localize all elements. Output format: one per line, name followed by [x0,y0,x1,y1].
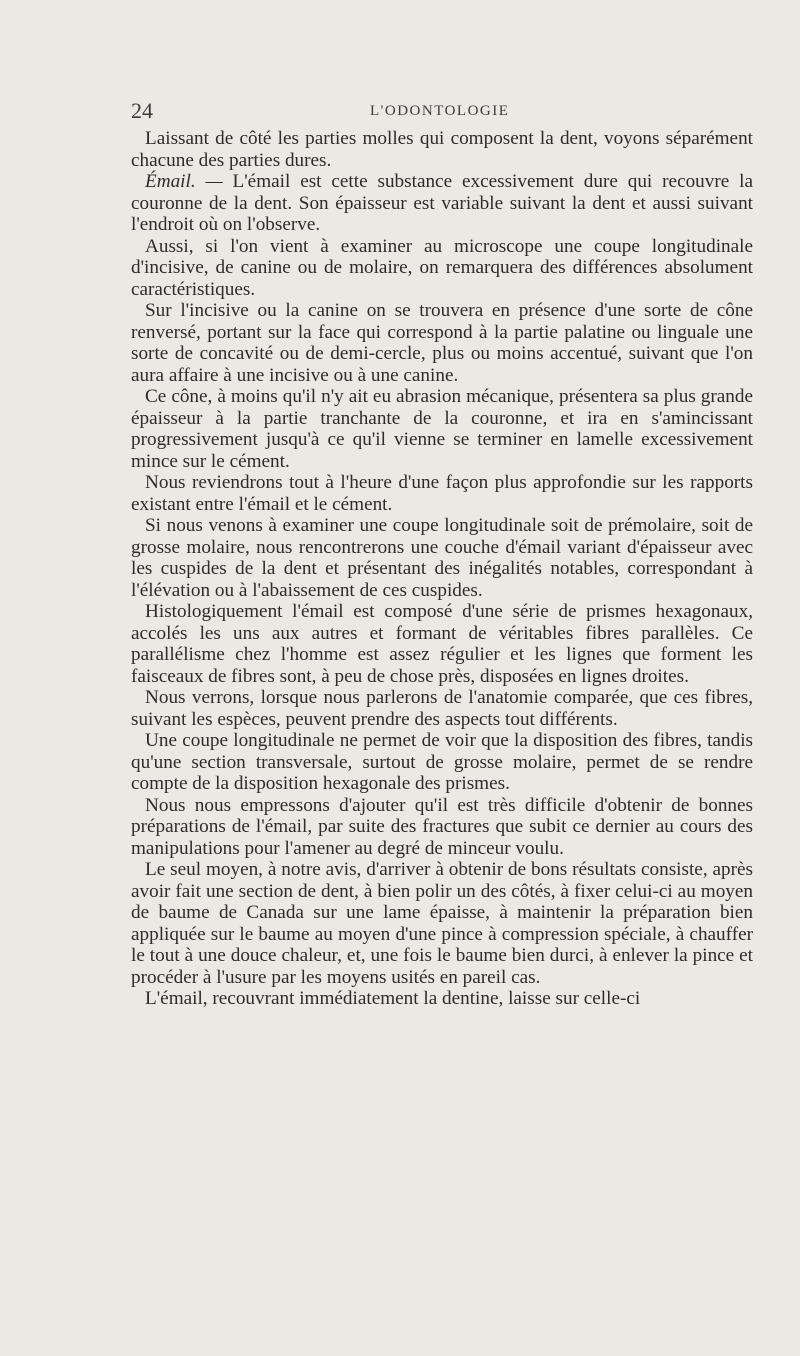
paragraph: Laissant de côté les parties molles qui composent la dent, voyons séparément chacune des parties dures. [131,128,753,171]
page-number: 24 [131,98,153,123]
paragraph: Sur l'incisive ou la canine on se trouvera en présence d'une sorte de cône renversé, portant sur la face qui correspond à la partie palatine ou linguale une sorte de concavité ou de demi-cercle, plus ou moins accentué, suivant que l'on aura affaire à une incisive ou à une canine. [131,300,753,386]
paragraph: Ce cône, à moins qu'il n'y ait eu abrasion mécanique, présentera sa plus grande épaisseur à la partie tranchante de la couronne, et ira en s'amincissant progressivement jusqu'à ce qu'il vienne se terminer en lamelle excessivement mince sur le cément. [131,386,753,472]
paragraph: Une coupe longitudinale ne permet de voir que la disposition des fibres, tandis qu'une section transversale, surtout de grosse molaire, permet de se rendre compte de la disposition hexagonale des prismes. [131,730,753,794]
paragraph: Nous verrons, lorsque nous parlerons de l'anatomie comparée, que ces fibres, suivant les espèces, peuvent prendre des aspects tout différents. [131,687,753,730]
running-head: L'ODONTOLOGIE [370,103,510,119]
paragraph: Nous reviendrons tout à l'heure d'une façon plus approfondie sur les rapports existant entre l'émail et le cément. [131,472,753,515]
paragraph: L'émail, recouvrant immédiatement la dentine, laisse sur celle-ci [145,988,641,1009]
body-text [131,128,753,1010]
paragraph: Le seul moyen, à notre avis, d'arriver à obtenir de bons résultats consiste, après avoir fait une section de dent, à bien polir un des côtés, à fixer celui-ci au moyen de baume de Canada sur une lame épaisse, à maintenir la préparation bien appliquée sur le baume au moyen d'une pince à compression spéciale, à chauffer le tout à une douce chaleur, et, une fois le baume bien durci, à enlever la pince et procéder à l'usure par les moyens usités en pareil cas. [131,859,753,988]
section-heading-email: Émail. — [145,171,223,192]
paragraph [131,171,753,236]
paragraph: Si nous venons à examiner une coupe longitudinale soit de prémolaire, soit de grosse molaire, nous rencontrerons une couche d'émail variant d'épaisseur avec les cuspides de la dent et présentant des inégalités notables, correspondant à l'élévation ou à l'abaissement de ces cuspides. [131,515,753,601]
paragraph: Aussi, si l'on vient à examiner au microscope une coupe longitudinale d'incisive, de canine ou de molaire, on remarquera des différences absolument caractéristiques. [131,235,753,300]
paragraph: Histologiquement l'émail est composé d'une série de prismes hexagonaux, accolés les uns aux autres et formant de véritables fibres parallèles. Ce parallélisme chez l'homme est assez régulier et les lignes que forment les faisceaux de fibres sont, à peu de chose près, disposées en lignes droites. [131,601,753,687]
paragraph-text: L'émail est cette substance excessivement dure qui recouvre la couronne de la dent. Son épaisseur est variable suivant la dent et aussi suivant l'endroit où on l'observe. [131,171,754,235]
paragraph: Nous nous empressons d'ajouter qu'il est très difficile d'obtenir de bonnes préparations de l'émail, par suite des fractures que subit ce dernier au cours des manipulations pour l'amener au degré de minceur voulu. [131,794,753,859]
